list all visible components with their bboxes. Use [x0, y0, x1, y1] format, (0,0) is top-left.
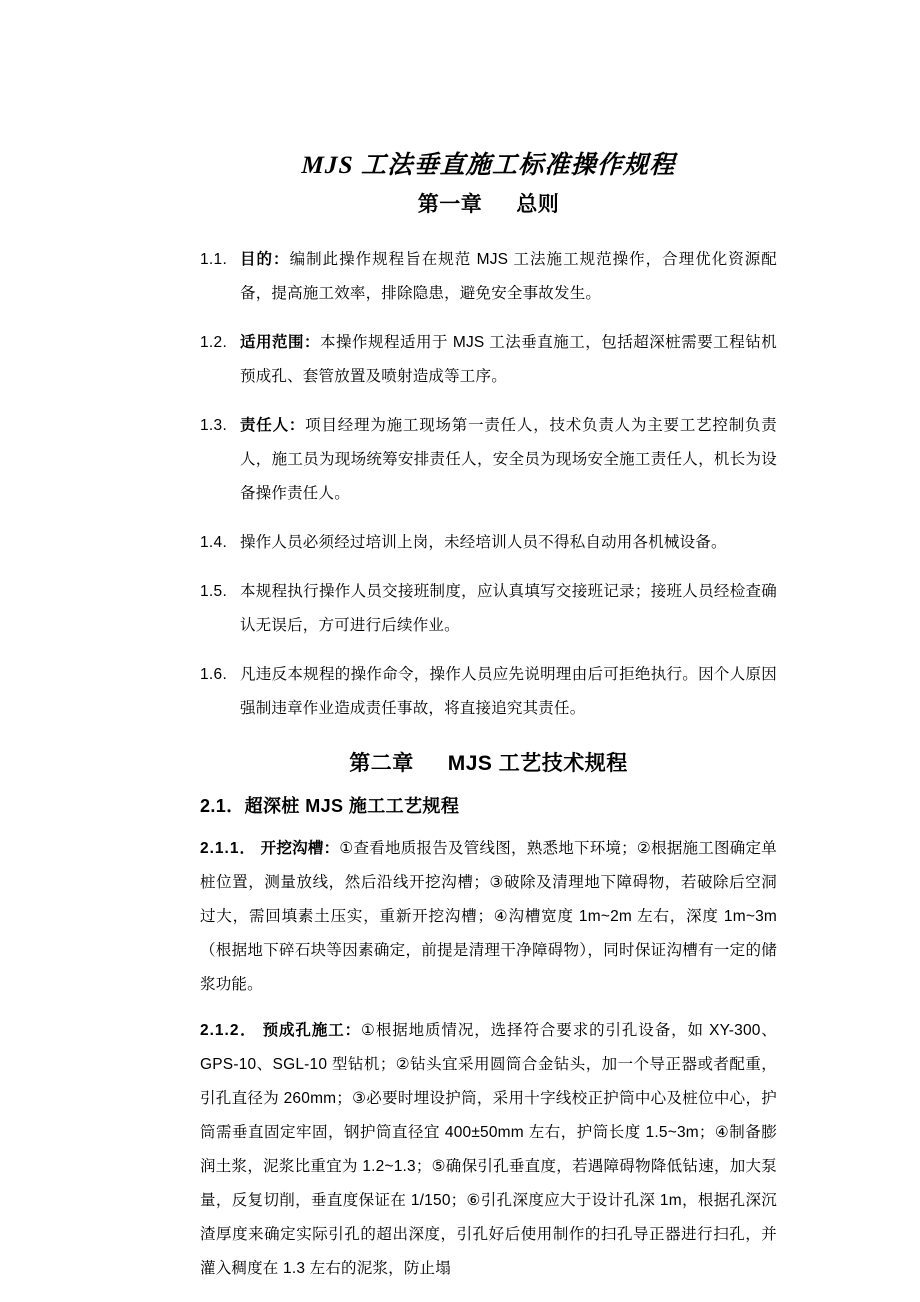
section-heading-2-1: 2.1．超深桩 MJS 施工工艺规程: [200, 796, 460, 817]
list-item-number: 1.4.: [200, 533, 228, 551]
list-item-number: 1.3.: [200, 416, 228, 434]
list-item-text: 本操作规程适用于 MJS 工法垂直施工，包括超深桩需要工程钻机预成孔、套管放置及喷射造成等工序。: [240, 333, 777, 385]
subsection-number: 2.1.1．: [200, 840, 257, 858]
subsection-text: ①查看地质报告及管线图，熟悉地下环境；②根据施工图确定单桩位置，测量放线，然后沿线开挖沟槽；③破除及清理地下障碍物，若破除后空洞过大，需回填素土压实，重新开挖沟槽；④沟槽宽度 1m~2m 左右，深度 1m~3m（根据地下碎石块等因素确定，前提是清理干净障碍物），同时保证沟槽有一定的储浆功能。: [200, 840, 777, 994]
list-item-text: 编制此操作规程旨在规范 MJS 工法施工规范操作，合理优化资源配备，提高施工效率，排除隐患，避免安全事故发生。: [240, 250, 777, 302]
subsection-paragraph: [200, 1014, 777, 1286]
list-item-text: 项目经理为施工现场第一责任人，技术负责人为主要工艺控制负责人，施工员为现场统筹安排责任人，安全员为现场安全施工责任人，机长为设备操作责任人。: [240, 416, 777, 502]
list-item-number: 1.1.: [200, 250, 228, 268]
chapter-one-heading: [200, 189, 777, 221]
chapter-one-label: 第一章: [417, 193, 483, 217]
list-item-text: 凡违反本规程的操作命令，操作人员应先说明理由后可拒绝执行。因个人原因强制违章作业造成责任事故，将直接追究其责任。: [240, 665, 777, 717]
subsection-number: 2.1.2．: [200, 1022, 258, 1040]
list-item-lead: 适用范围：: [240, 333, 321, 351]
subsection-title: 开挖沟槽：: [260, 840, 340, 858]
list-item-lead: 责任人：: [240, 416, 306, 434]
chapter-two-heading: [200, 748, 777, 780]
chapter-one-name: 总则: [516, 193, 560, 217]
chapter-two-label: 第二章: [349, 751, 414, 775]
list-item-number: 1.2.: [200, 333, 228, 351]
list-item-text: 操作人员必须经过培训上岗，未经培训人员不得私自动用各机械设备。: [240, 533, 727, 551]
list-item: [200, 658, 777, 726]
list-item: [200, 526, 777, 560]
subsection-text: ①根据地质情况，选择符合要求的引孔设备，如 XY-300、GPS-10、SGL-10 型钻机；②钻头宜采用圆筒合金钻头，加一个导正器或者配重，引孔直径为 260mm；③必要时埋设护筒，采用十字线校正护筒中心及桩位中心，护筒需垂直固定牢固，钢护筒直径宜 400±50mm 左右，护筒长度 1.5~3m；④制备膨润土浆，泥浆比重宜为 1.2~1.3；⑤确保引孔垂直度，若遇障碍物降低钻速，加大泵量，反复切削，垂直度保证在 1/150；⑥引孔深度应大于设计孔深 1m，根据孔深沉渣厚度来确定实际引孔的超出深度，引孔好后使用制作的扫孔导正器进行扫孔，并灌入稠度在 1.3 左右的泥浆，防止塌: [200, 1022, 778, 1278]
list-item-number: 1.5.: [200, 582, 228, 600]
general-rules-list: [200, 243, 777, 726]
list-item: [200, 409, 777, 511]
list-item: [200, 326, 777, 394]
document-title: MJS 工法垂直施工标准操作规程: [300, 152, 677, 179]
chapter-two-name: MJS 工艺技术规程: [447, 751, 628, 775]
list-item-lead: 目的：: [240, 250, 290, 268]
list-item: [200, 243, 777, 311]
list-item-text: 本规程执行操作人员交接班制度，应认真填写交接班记录；接班人员经检查确认无误后，方可进行后续作业。: [240, 582, 777, 634]
subsection-paragraph: [200, 832, 777, 1002]
list-item: [200, 575, 777, 643]
subsection-title: 预成孔施工：: [262, 1022, 362, 1040]
list-item-number: 1.6.: [200, 665, 228, 683]
